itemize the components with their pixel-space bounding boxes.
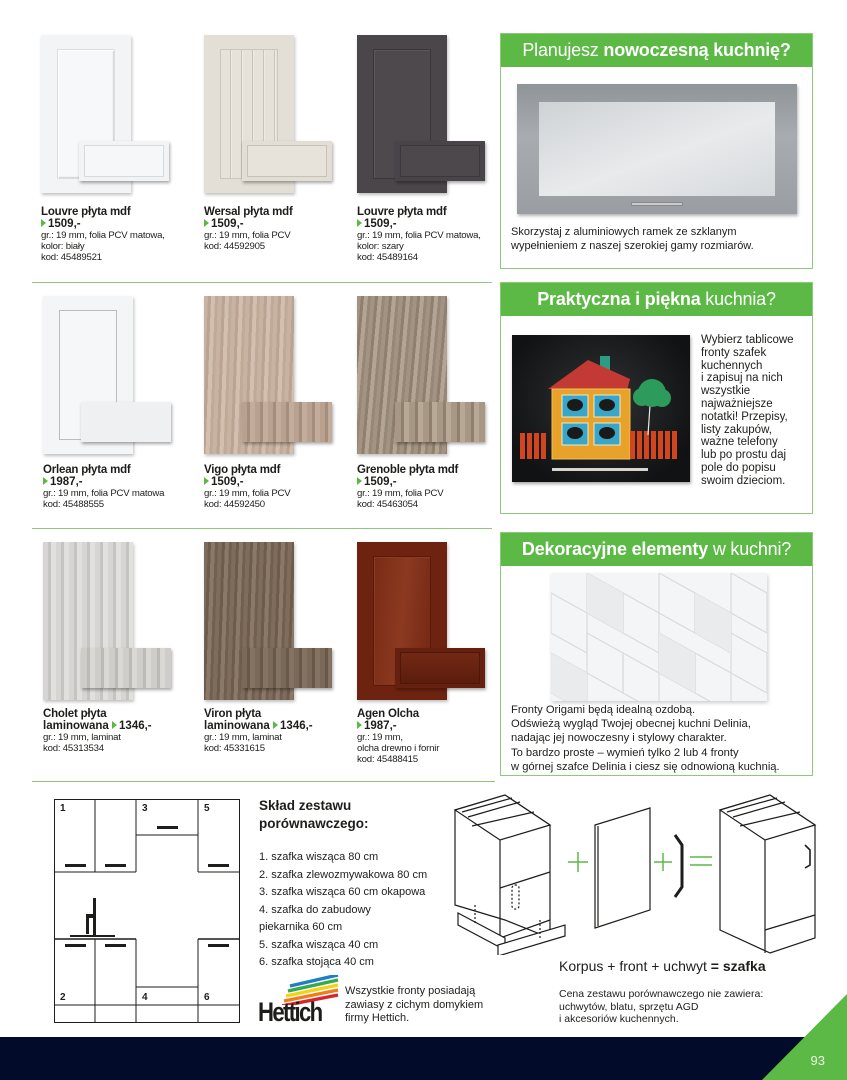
product-name: Louvre płyta mdf <box>357 206 447 218</box>
price-arrow-icon <box>112 721 117 729</box>
promo-box-title: Planujesz nowoczesną kuchnię? <box>501 34 812 67</box>
promo-text: nadając jej nowoczesny i stylowy charakter. <box>511 732 727 745</box>
promo-box-modern-kitchen <box>500 33 813 269</box>
note-line: uchwytów, blatu, sprzętu AGD <box>559 1000 699 1013</box>
promo-text: Skorzystaj z aluminiowych ramek ze szklanym <box>511 226 737 238</box>
list-item: 3. szafka wisząca 60 cm okapowa <box>259 886 426 898</box>
product-spec: gr.: 19 mm, folia PCV <box>204 488 291 499</box>
product-code: kod: 45331615 <box>204 743 265 754</box>
promo-box-title: Praktyczna i piękna kuchnia? <box>501 283 812 316</box>
composition-title: porównawczego: <box>259 816 369 831</box>
product-card-wersal[interactable] <box>204 35 354 265</box>
product-code: kod: 45463054 <box>357 499 418 510</box>
product-name: Cholet płyta <box>43 708 107 720</box>
promo-text: i zapisuj na nich <box>701 372 783 385</box>
promo-text: Fronty Origami będą idealną ozdobą. <box>511 704 696 716</box>
list-item: piekarnika 60 cm <box>259 921 343 933</box>
page-number: 93 <box>810 1053 825 1068</box>
promo-box-practical-kitchen <box>500 282 813 514</box>
product-spec: gr.: 19 mm, <box>357 732 403 743</box>
product-code: kod: 45489521 <box>41 252 102 263</box>
promo-text: Wybierz tablicowe <box>701 334 794 346</box>
row-divider <box>32 781 495 782</box>
product-spec: gr.: 19 mm, folia PCV matowa <box>43 488 165 499</box>
price-arrow-icon <box>357 721 362 729</box>
note-line: zawiasy z cichym domykiem <box>345 998 484 1011</box>
plan-label-1: 1 <box>60 803 66 814</box>
composition-title: Skład zestawu <box>259 798 352 813</box>
product-card-orlean[interactable] <box>43 296 193 516</box>
hettich-note <box>345 985 515 1026</box>
promo-box-decorative-elements <box>500 532 813 776</box>
product-code: kod: 45489164 <box>357 252 418 263</box>
set-composition <box>259 797 459 972</box>
handle-icon <box>631 202 683 206</box>
product-card-vigo[interactable] <box>204 296 354 516</box>
page-footer <box>0 1037 847 1080</box>
assembly-equation: Korpus + front + uchwyt = szafka <box>559 958 766 974</box>
promo-text: najważniejsze <box>701 397 773 410</box>
product-card-cholet[interactable] <box>43 542 193 772</box>
product-price: 1987,- <box>43 476 164 488</box>
product-price: 1509,- <box>204 218 293 230</box>
price-arrow-icon <box>357 477 362 485</box>
product-spec: gr.: 19 mm, laminat <box>43 732 121 743</box>
promo-text: kuchennych <box>701 359 763 372</box>
promo-text: To bardzo proste – wymień tylko 2 lub 4 fronty <box>511 746 739 759</box>
hettich-wordmark: Hettich <box>258 997 322 1027</box>
promo-box-title: Dekoracyjne elementy w kuchni? <box>501 533 812 566</box>
product-price: 1509,- <box>357 218 481 230</box>
door-image-small <box>81 648 171 688</box>
plan-label-4: 4 <box>142 992 148 1003</box>
promo-text: notatki! Przepisy, <box>701 410 788 423</box>
promo-text: wypełnieniem z naszej szerokiej gamy rozmiarów. <box>511 240 754 252</box>
product-price: laminowana 1346,- <box>43 720 152 732</box>
row-divider <box>32 528 492 529</box>
promo-text: Odświeżą wygląd Twojej obecnej kuchni Delinia, <box>511 718 751 731</box>
glass-cabinet-image <box>517 84 797 214</box>
plan-label-3: 3 <box>142 803 148 814</box>
note-line: Wszystkie fronty posiadają <box>345 985 476 997</box>
promo-text: listy zakupów, <box>701 423 772 436</box>
plan-label-6: 6 <box>204 992 210 1003</box>
product-card-agen-olcha[interactable] <box>357 542 507 772</box>
door-image-small <box>242 141 332 181</box>
product-price: 1509,- <box>357 476 458 488</box>
list-item: 2. szafka zlewozmywakowa 80 cm <box>259 868 428 881</box>
product-card-grenoble[interactable] <box>357 296 507 516</box>
product-code: kod: 45488555 <box>43 499 104 510</box>
product-code: kod: 45488415 <box>357 754 418 765</box>
product-spec: gr.: 19 mm, folia PCV <box>357 488 444 499</box>
product-spec: kolor: biały <box>41 241 85 252</box>
product-name: Vigo płyta mdf <box>204 464 281 476</box>
plan-label-2: 2 <box>60 992 66 1003</box>
price-arrow-icon <box>204 219 209 227</box>
product-spec: gr.: 19 mm, folia PCV matowa, <box>357 230 481 241</box>
door-image-small <box>242 402 332 442</box>
product-spec: gr.: 19 mm, folia PCV <box>204 230 291 241</box>
cabinet-assembly-diagram <box>450 790 830 950</box>
kitchen-plan-diagram <box>54 799 240 1023</box>
price-arrow-icon <box>43 477 48 485</box>
product-code: kod: 45313534 <box>43 743 104 754</box>
price-arrow-icon <box>204 477 209 485</box>
product-name: Louvre płyta mdf <box>41 206 131 218</box>
product-name: Orlean płyta mdf <box>43 464 131 476</box>
promo-text: lub po prostu daj <box>701 449 787 462</box>
door-image-small <box>242 648 332 688</box>
door-image-small <box>395 648 485 688</box>
list-item: 4. szafka do zabudowy <box>259 903 371 916</box>
promo-text: ważne telefony <box>701 436 778 449</box>
product-card-louvre-white[interactable] <box>41 35 191 265</box>
composition-list <box>259 849 459 972</box>
list-item: 1. szafka wisząca 80 cm <box>259 851 379 863</box>
product-spec: gr.: 19 mm, laminat <box>204 732 282 743</box>
promo-text: swoim dzieciom. <box>701 474 786 487</box>
product-name: Viron płyta <box>204 708 262 720</box>
product-price: 1509,- <box>204 476 290 488</box>
product-code: kod: 44592905 <box>204 241 265 252</box>
door-image-small <box>81 402 171 442</box>
promo-text: wszystkie <box>701 385 751 398</box>
origami-front-image <box>551 573 767 701</box>
price-arrow-icon <box>273 721 278 729</box>
price-arrow-icon <box>41 219 46 227</box>
list-item: 6. szafka stojąca 40 cm <box>259 956 374 968</box>
product-spec: olcha drewno i fornir <box>357 743 440 754</box>
product-card-louvre-grey[interactable] <box>357 35 507 265</box>
chalkboard-drawing-image <box>512 335 690 482</box>
note-line: Cena zestawu porównawczego nie zawiera: <box>559 988 764 1000</box>
product-name: Agen Olcha <box>357 708 419 720</box>
product-price: 1987,- <box>357 720 439 732</box>
promo-text: pole do popisu <box>701 461 776 474</box>
plan-label-5: 5 <box>204 803 210 814</box>
product-card-viron[interactable] <box>204 542 354 772</box>
price-arrow-icon <box>357 219 362 227</box>
door-image-small <box>79 141 169 181</box>
product-code: kod: 44592450 <box>204 499 265 510</box>
product-spec: kolor: szary <box>357 241 404 252</box>
door-image-small <box>395 141 485 181</box>
product-name: Grenoble płyta mdf <box>357 464 459 476</box>
hettich-logo <box>258 975 338 1027</box>
product-name: Wersal płyta mdf <box>204 206 293 218</box>
product-price: laminowana 1346,- <box>204 720 313 732</box>
list-item: 5. szafka wisząca 40 cm <box>259 938 379 951</box>
promo-text: fronty szafek <box>701 346 767 359</box>
green-corner-decoration <box>762 994 847 1080</box>
row-divider <box>32 282 492 283</box>
promo-text: w górnej szafce Delinia i ciesz się odnowioną kuchnią. <box>511 760 780 773</box>
product-spec: gr.: 19 mm, folia PCV matowa, <box>41 230 165 241</box>
product-price: 1509,- <box>41 218 165 230</box>
door-image-small <box>395 402 485 442</box>
note-line: i akcesoriów kuchennych. <box>559 1013 679 1025</box>
note-line: firmy Hettich. <box>345 1012 410 1024</box>
